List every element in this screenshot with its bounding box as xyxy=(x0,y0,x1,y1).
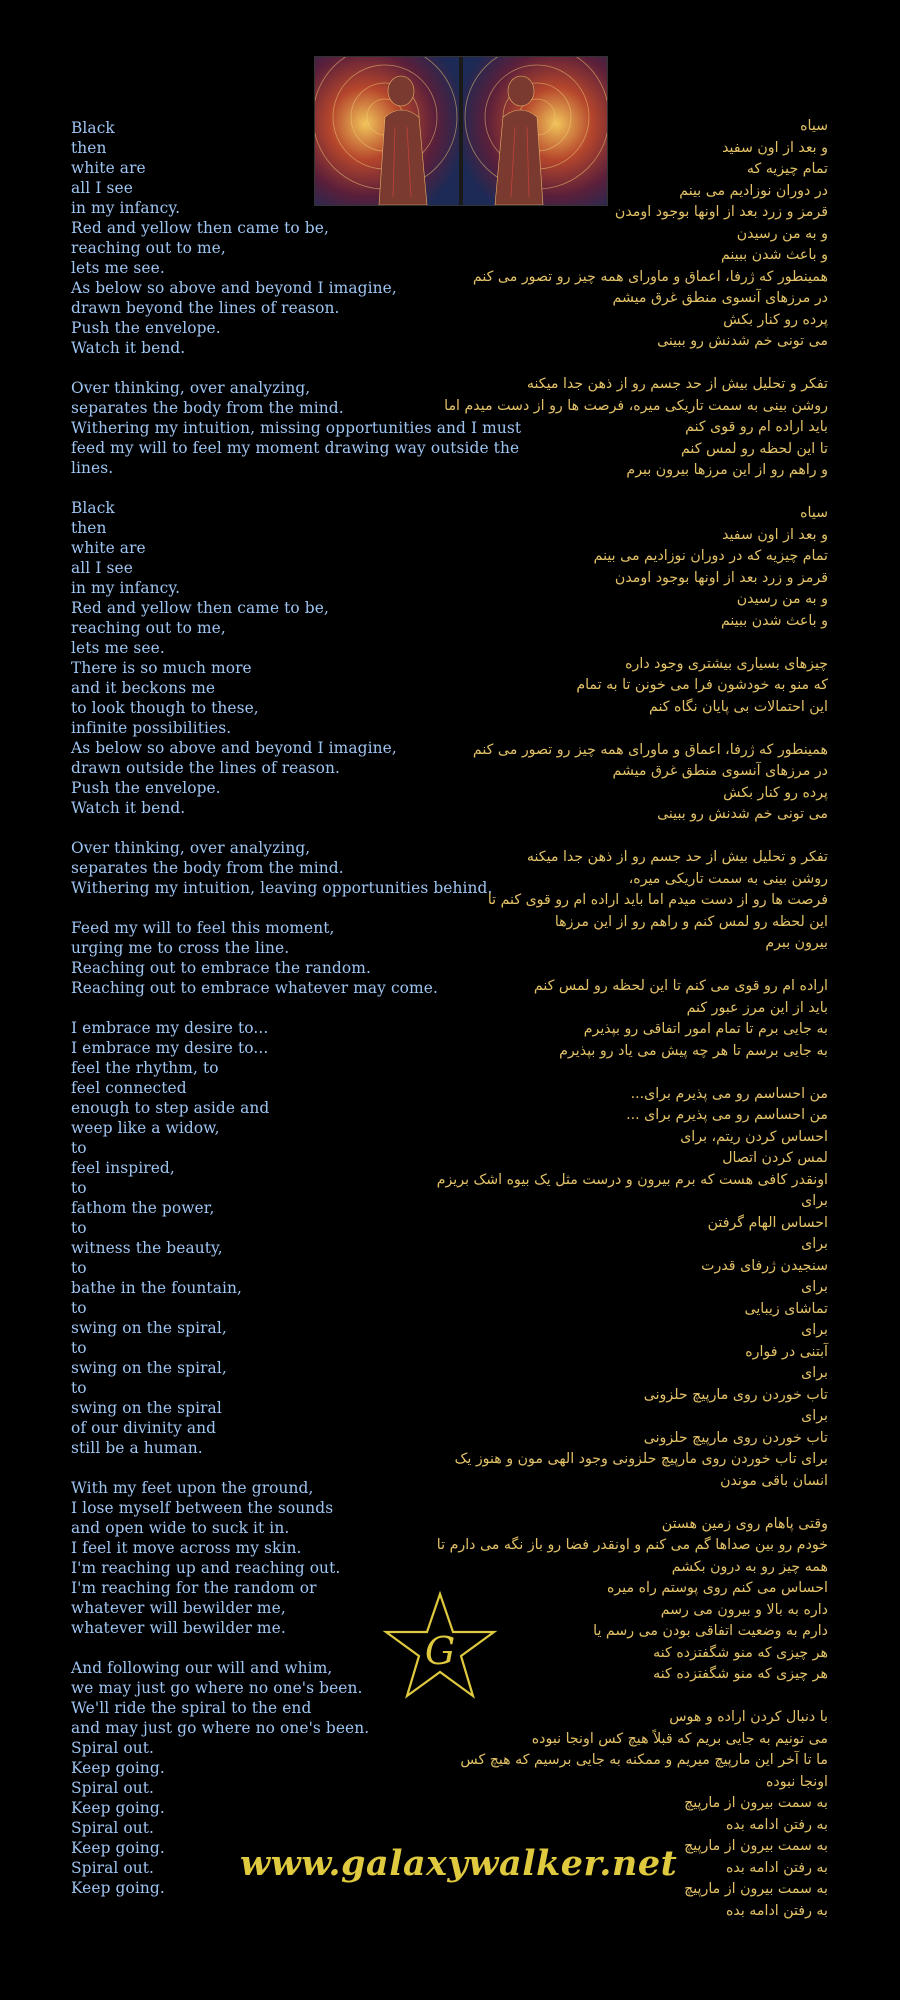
star-logo-graphic xyxy=(382,1590,498,1700)
english-lyrics: Black then white are all I see in my infancy. Red and yellow then came to be, reaching out to me, lets me see. As below so above and beyond I imagine, drawn beyond the lines of reason. Push the envelope. Watch it bend. Over thinking, over analyzing, separates the body from the mind. Withering my intuition, missing opportunities and I must feed my will to feel my moment drawing way outside the lines. Black then white are all I see in my infancy. Red and yellow then came to be, reaching out to me, lets me see. There is so much more and it beckons me to look though to these, infinite possibilities. As below so above and beyond I imagine, drawn outside the lines of reason. Push the envelope. Watch it bend. Over thinking, over analyzing, separates the body from the mind. Withering my intuition, leaving opportunities behind. Feed my will to feel this moment, urging me to cross the line. Reaching out to embrace the random. Reaching out to embrace whatever may come. I embrace my desire to... I embrace my desire to... feel the rhythm, to feel connected enough to step aside and weep like a widow, to feel inspired, to fathom the power, to witness the beauty, to bathe in the fountain, to swing on the spiral, to swing on the spiral, to swing on the spiral of our divinity and still be a human. With my feet upon the ground, I lose myself between the sounds and open wide to suck it in. I feel it move across my skin. I'm reaching up and reaching out. I'm reaching for the random or whatever will bewilder me, whatever will bewilder me. And following our will and whim, we may just go where no one's been. We'll ride the spiral to the end and may just go where no one's been. Spiral out. Keep going. Spiral out. Keep going. Spiral out. Keep going. Spiral out. Keep going. xyxy=(71,119,522,1897)
star-logo-icon xyxy=(382,1590,498,1700)
persian-lyrics: سیاه و بعد از اون سفید تمام چیزیه که در دوران نوزادیم می بینم قرمز و زرد بعد از اونها بوجود اومدن و به من رسیدن و باعث شدن ببینم همینطور که ژرفا، اعماق و ماورای همه چیز رو تصور می کنم در مرزهای آنسوی منطق غرق میشم پرده رو کنار بکش می تونی خم شدنش رو ببینی تفکر و تحلیل بیش از حد جسم رو از ذهن جدا میکنه روشن بینی به سمت تاریکی میره، فرصت ها رو از دست میدم اما باید اراده ام رو قوی کنم تا این لحظه رو لمس کنم و راهم رو از این مرزها بیرون ببرم سیاه و بعد از اون سفید تمام چیزیه که در دوران نوزادیم می بینم قرمز و زرد بعد از اونها بوجود اومدن و به من رسیدن و باعث شدن ببینم چیزهای بسیاری بیشتری وجود داره که منو به خودشون فرا می خونن تا به تمام این احتمالات بی پایان نگاه کنم همینطور که ژرفا، اعماق و ماورای همه چیز رو تصور می کنم در مرزهای آنسوی منطق غرق میشم پرده رو کنار بکش می تونی خم شدنش رو ببینی تفکر و تحلیل بیش از حد جسم رو از ذهن جدا میکنه روشن بینی به سمت تاریکی میره، فرصت ها رو از دست میدم اما باید اراده ام رو قوی کنم تا این لحظه رو لمس کنم و راهم رو از این مرزها بیرون ببرم اراده ام رو قوی می کنم تا این لحظه رو لمس کنم باید از این مرز عبور کنم به جایی برم تا تمام امور اتفاقی رو بپذیرم به جایی برسم تا هر چه پیش می یاد رو بپذیرم من احساسم رو می پذیرم برای... من احساسم رو می پذیرم برای ... احساس کردن ریتم، برای لمس کردن اتصال اونقدر کافی هست که برم بیرون و درست مثل یک بیوه اشک بریزم برای احساس الهام گرفتن برای سنجیدن ژرفای قدرت برای تماشای زیبایی برای آبتنی در فواره برای تاب خوردن روی مارپیچ حلزونی برای تاب خوردن روی مارپیچ حلزونی برای تاب خوردن روی مارپیچ حلزونی وجود الهی مون و هنوز یک انسان باقی موندن وقتی پاهام روی زمین هستن خودم رو بین صداها گم می کنم و اونقدر فضا رو باز نگه می دارم تا همه چیز رو به درون بکشم احساس می کنم روی پوستم راه میره داره به بالا و بیرون می رسم دارم به وضعیت اتفاقی بودن می رسم یا هر چیزی که منو شگفتزده کنه هر چیزی که منو شگفتزده کنه با دنبال کردن اراده و هوس می تونیم به جایی بریم که قبلاً هیچ کس اونجا نبوده ما تا آخر این مارپیچ میریم و ممکنه به جایی برسیم که هیچ کس اونجا نبوده به سمت بیرون از مارپیچ به رفتن ادامه بده به سمت بیرون از مارپیچ به رفتن ادامه بده به سمت بیرون از مارپیچ به رفتن ادامه بده xyxy=(436,118,828,1919)
website-url[interactable]: www.galaxywalker.net xyxy=(240,1843,678,1884)
logo-letter: G xyxy=(424,1629,456,1673)
